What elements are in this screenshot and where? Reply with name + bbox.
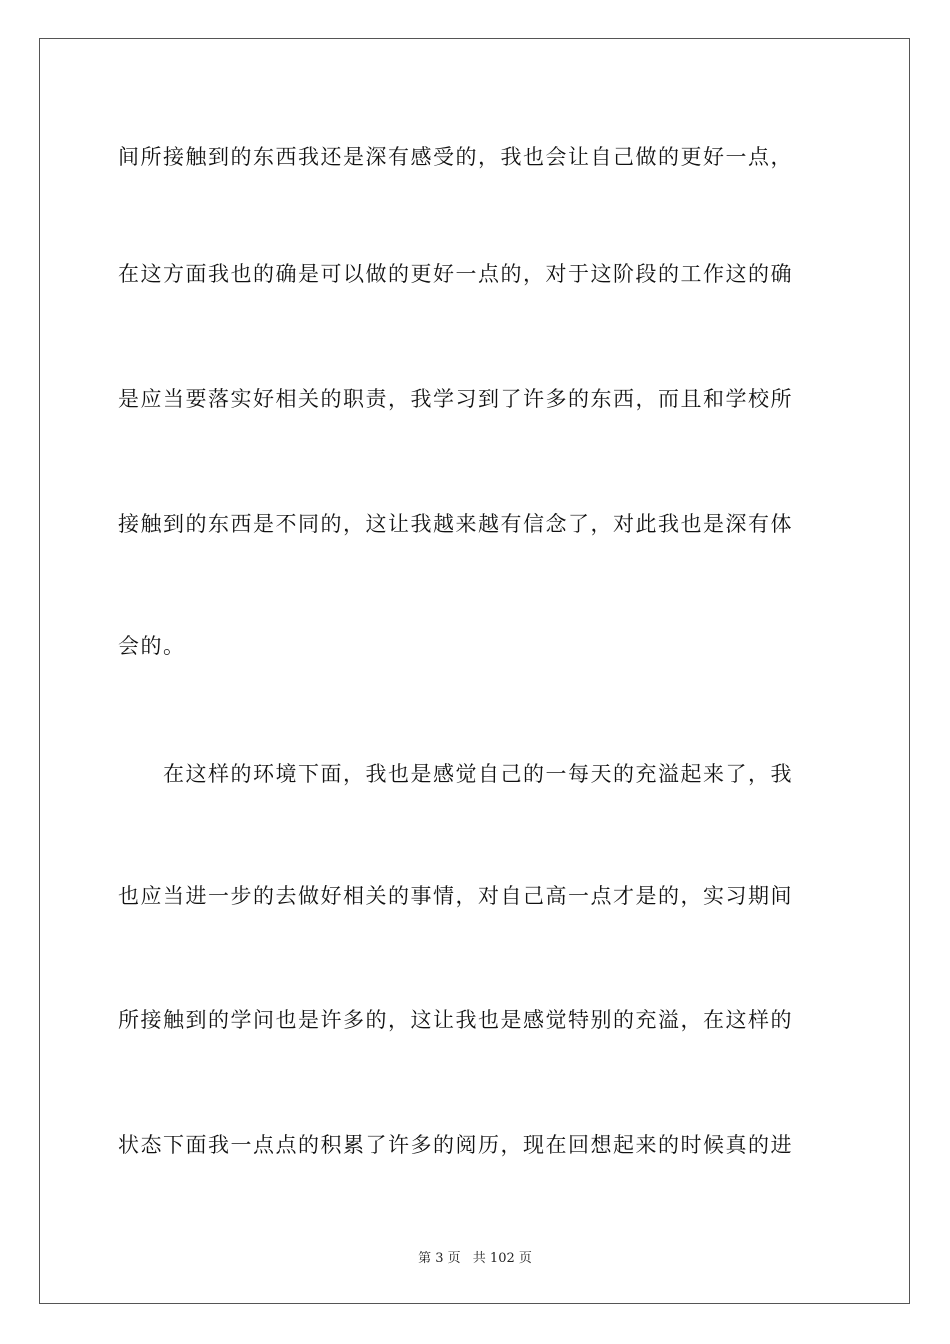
- page-total: 共 102 页: [472, 1251, 532, 1266]
- text-line: 接触到的东西是不同的，这让我越来越有信念了，对此我也是深有体: [118, 512, 793, 536]
- text-line: 在这方面我也的确是可以做的更好一点的，对于这阶段的工作这的确: [118, 262, 793, 286]
- text-line: 状态下面我一点点的积累了许多的阅历，现在回想起来的时候真的进: [118, 1133, 793, 1157]
- page-number: 第 3 页: [418, 1251, 461, 1266]
- text-line: 是应当要落实好相关的职责，我学习到了许多的东西，而且和学校所: [118, 387, 793, 411]
- text-line: 在这样的环境下面，我也是感觉自己的一每天的充溢起来了，我: [118, 762, 793, 786]
- text-line: 所接触到的学问也是许多的，这让我也是感觉特别的充溢，在这样的: [118, 1008, 793, 1032]
- text-line: 也应当进一步的去做好相关的事情，对自己高一点才是的，实习期间: [118, 884, 793, 908]
- text-line: 间所接触到的东西我还是深有感受的，我也会让自己做的更好一点，: [118, 145, 793, 169]
- page-footer: [0, 1247, 950, 1266]
- text-line: 会的。: [118, 634, 186, 658]
- page-frame: [39, 38, 910, 1304]
